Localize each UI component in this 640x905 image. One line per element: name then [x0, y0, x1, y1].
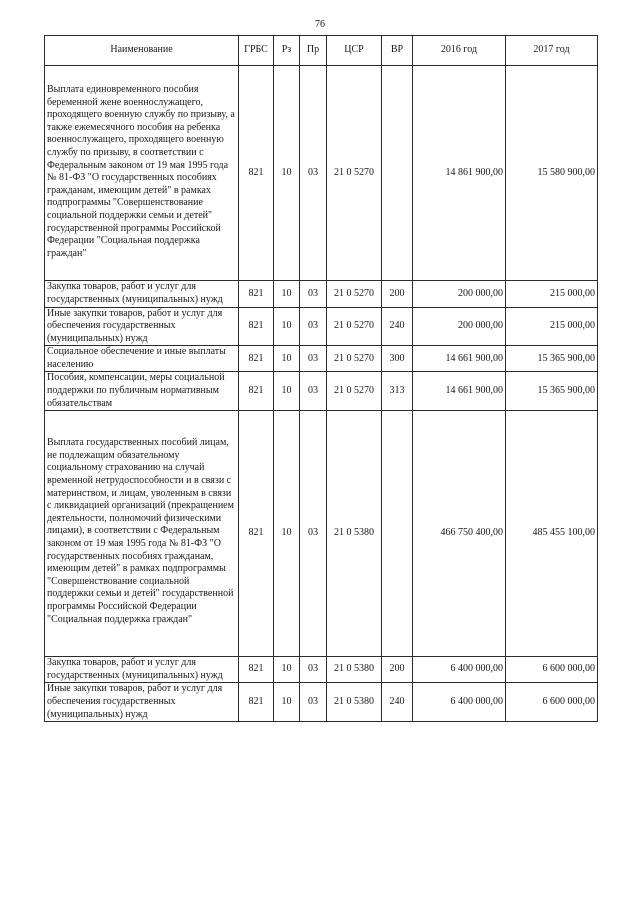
- header-vr: ВР: [382, 36, 413, 66]
- row-grbs: 821: [239, 657, 274, 683]
- row-2016: 14 861 900,00: [413, 66, 506, 281]
- row-grbs: 821: [239, 307, 274, 346]
- row-rz: 10: [274, 657, 300, 683]
- header-rz: Рз: [274, 36, 300, 66]
- row-name: Выплата единовременного пособия беременной жене военнослужащего, проходящего военную службу по призыву, а также ежемесячного пособия на ребенка военнослужащего, проходящего военную службу по призыву, в соответствии с Федеральным законом от 19 мая 1995 года № 81-ФЗ "О государственных пособиях гражданам, имеющим детей" в рамках подпрограммы "Совершенствование социальной поддержки семьи и детей" государственной программы Российской Федерации "Социальная поддержка граждан": [45, 66, 239, 281]
- header-name: Наименование: [45, 36, 239, 66]
- header-2017: 2017 год: [506, 36, 598, 66]
- row-rz: 10: [274, 372, 300, 411]
- row-2017: 15 365 900,00: [506, 372, 598, 411]
- row-vr: 200: [382, 281, 413, 307]
- row-vr: 300: [382, 346, 413, 372]
- row-vr: [382, 66, 413, 281]
- row-pr: 03: [300, 411, 327, 657]
- table-row: [45, 657, 598, 683]
- row-2017: 6 600 000,00: [506, 657, 598, 683]
- row-csr: 21 0 5380: [327, 683, 382, 722]
- table-row: [45, 281, 598, 307]
- table-row: [45, 372, 598, 411]
- row-2017: 6 600 000,00: [506, 683, 598, 722]
- header-csr: ЦСР: [327, 36, 382, 66]
- row-2016: 14 661 900,00: [413, 346, 506, 372]
- row-csr: 21 0 5270: [327, 66, 382, 281]
- row-rz: 10: [274, 411, 300, 657]
- row-csr: 21 0 5380: [327, 411, 382, 657]
- row-2016: 466 750 400,00: [413, 411, 506, 657]
- row-name: Выплата государственных пособий лицам, не подлежащим обязательному социальному страхованию на случай временной нетрудоспособности и в связи с материнством, и лицам, уволенным в связи с ликвидацией организаций (прекращением деятельности, полномочий физическими лицами), в соответствии с Федеральным законом от 19 мая 1995 года № 81-ФЗ "О государственных пособиях гражданам, имеющим детей" в рамках подпрограммы "Совершенствование социальной поддержки семьи и детей" государственной программы Российской Федерации "Социальная поддержка граждан": [45, 411, 239, 657]
- row-grbs: 821: [239, 372, 274, 411]
- header-pr: Пр: [300, 36, 327, 66]
- row-pr: 03: [300, 683, 327, 722]
- row-csr: 21 0 5380: [327, 657, 382, 683]
- row-pr: 03: [300, 346, 327, 372]
- row-2016: 6 400 000,00: [413, 657, 506, 683]
- table-row: [45, 683, 598, 722]
- row-2017: 215 000,00: [506, 307, 598, 346]
- row-name: Закупка товаров, работ и услуг для государственных (муниципальных) нужд: [45, 281, 239, 307]
- table-header-row: [45, 36, 598, 66]
- row-csr: 21 0 5270: [327, 281, 382, 307]
- row-rz: 10: [274, 346, 300, 372]
- row-2016: 200 000,00: [413, 307, 506, 346]
- row-grbs: 821: [239, 66, 274, 281]
- table-row: [45, 411, 598, 657]
- row-name: Закупка товаров, работ и услуг для государственных (муниципальных) нужд: [45, 657, 239, 683]
- row-name: Пособия, компенсации, меры социальной поддержки по публичным нормативным обязательствам: [45, 372, 239, 411]
- table-row: [45, 307, 598, 346]
- row-grbs: 821: [239, 683, 274, 722]
- row-csr: 21 0 5270: [327, 346, 382, 372]
- table-row: [45, 66, 598, 281]
- header-grbs: ГРБС: [239, 36, 274, 66]
- row-name: Социальное обеспечение и иные выплаты населению: [45, 346, 239, 372]
- row-pr: 03: [300, 66, 327, 281]
- row-rz: 10: [274, 281, 300, 307]
- row-pr: 03: [300, 307, 327, 346]
- row-rz: 10: [274, 66, 300, 281]
- row-grbs: 821: [239, 411, 274, 657]
- row-2016: 200 000,00: [413, 281, 506, 307]
- row-csr: 21 0 5270: [327, 307, 382, 346]
- row-pr: 03: [300, 657, 327, 683]
- table-row: [45, 346, 598, 372]
- row-vr: 240: [382, 307, 413, 346]
- row-vr: 240: [382, 683, 413, 722]
- row-vr: 313: [382, 372, 413, 411]
- row-grbs: 821: [239, 346, 274, 372]
- row-csr: 21 0 5270: [327, 372, 382, 411]
- row-grbs: 821: [239, 281, 274, 307]
- row-2017: 215 000,00: [506, 281, 598, 307]
- header-2016: 2016 год: [413, 36, 506, 66]
- budget-table: [44, 35, 598, 722]
- page-number: 76: [315, 19, 325, 30]
- row-name: Иные закупки товаров, работ и услуг для обеспечения государственных (муниципальных) нужд: [45, 683, 239, 722]
- row-name: Иные закупки товаров, работ и услуг для обеспечения государственных (муниципальных) нужд: [45, 307, 239, 346]
- row-rz: 10: [274, 683, 300, 722]
- row-2016: 14 661 900,00: [413, 372, 506, 411]
- row-2017: 15 365 900,00: [506, 346, 598, 372]
- row-pr: 03: [300, 281, 327, 307]
- row-pr: 03: [300, 372, 327, 411]
- row-vr: [382, 411, 413, 657]
- row-vr: 200: [382, 657, 413, 683]
- row-rz: 10: [274, 307, 300, 346]
- row-2017: 485 455 100,00: [506, 411, 598, 657]
- row-2017: 15 580 900,00: [506, 66, 598, 281]
- row-2016: 6 400 000,00: [413, 683, 506, 722]
